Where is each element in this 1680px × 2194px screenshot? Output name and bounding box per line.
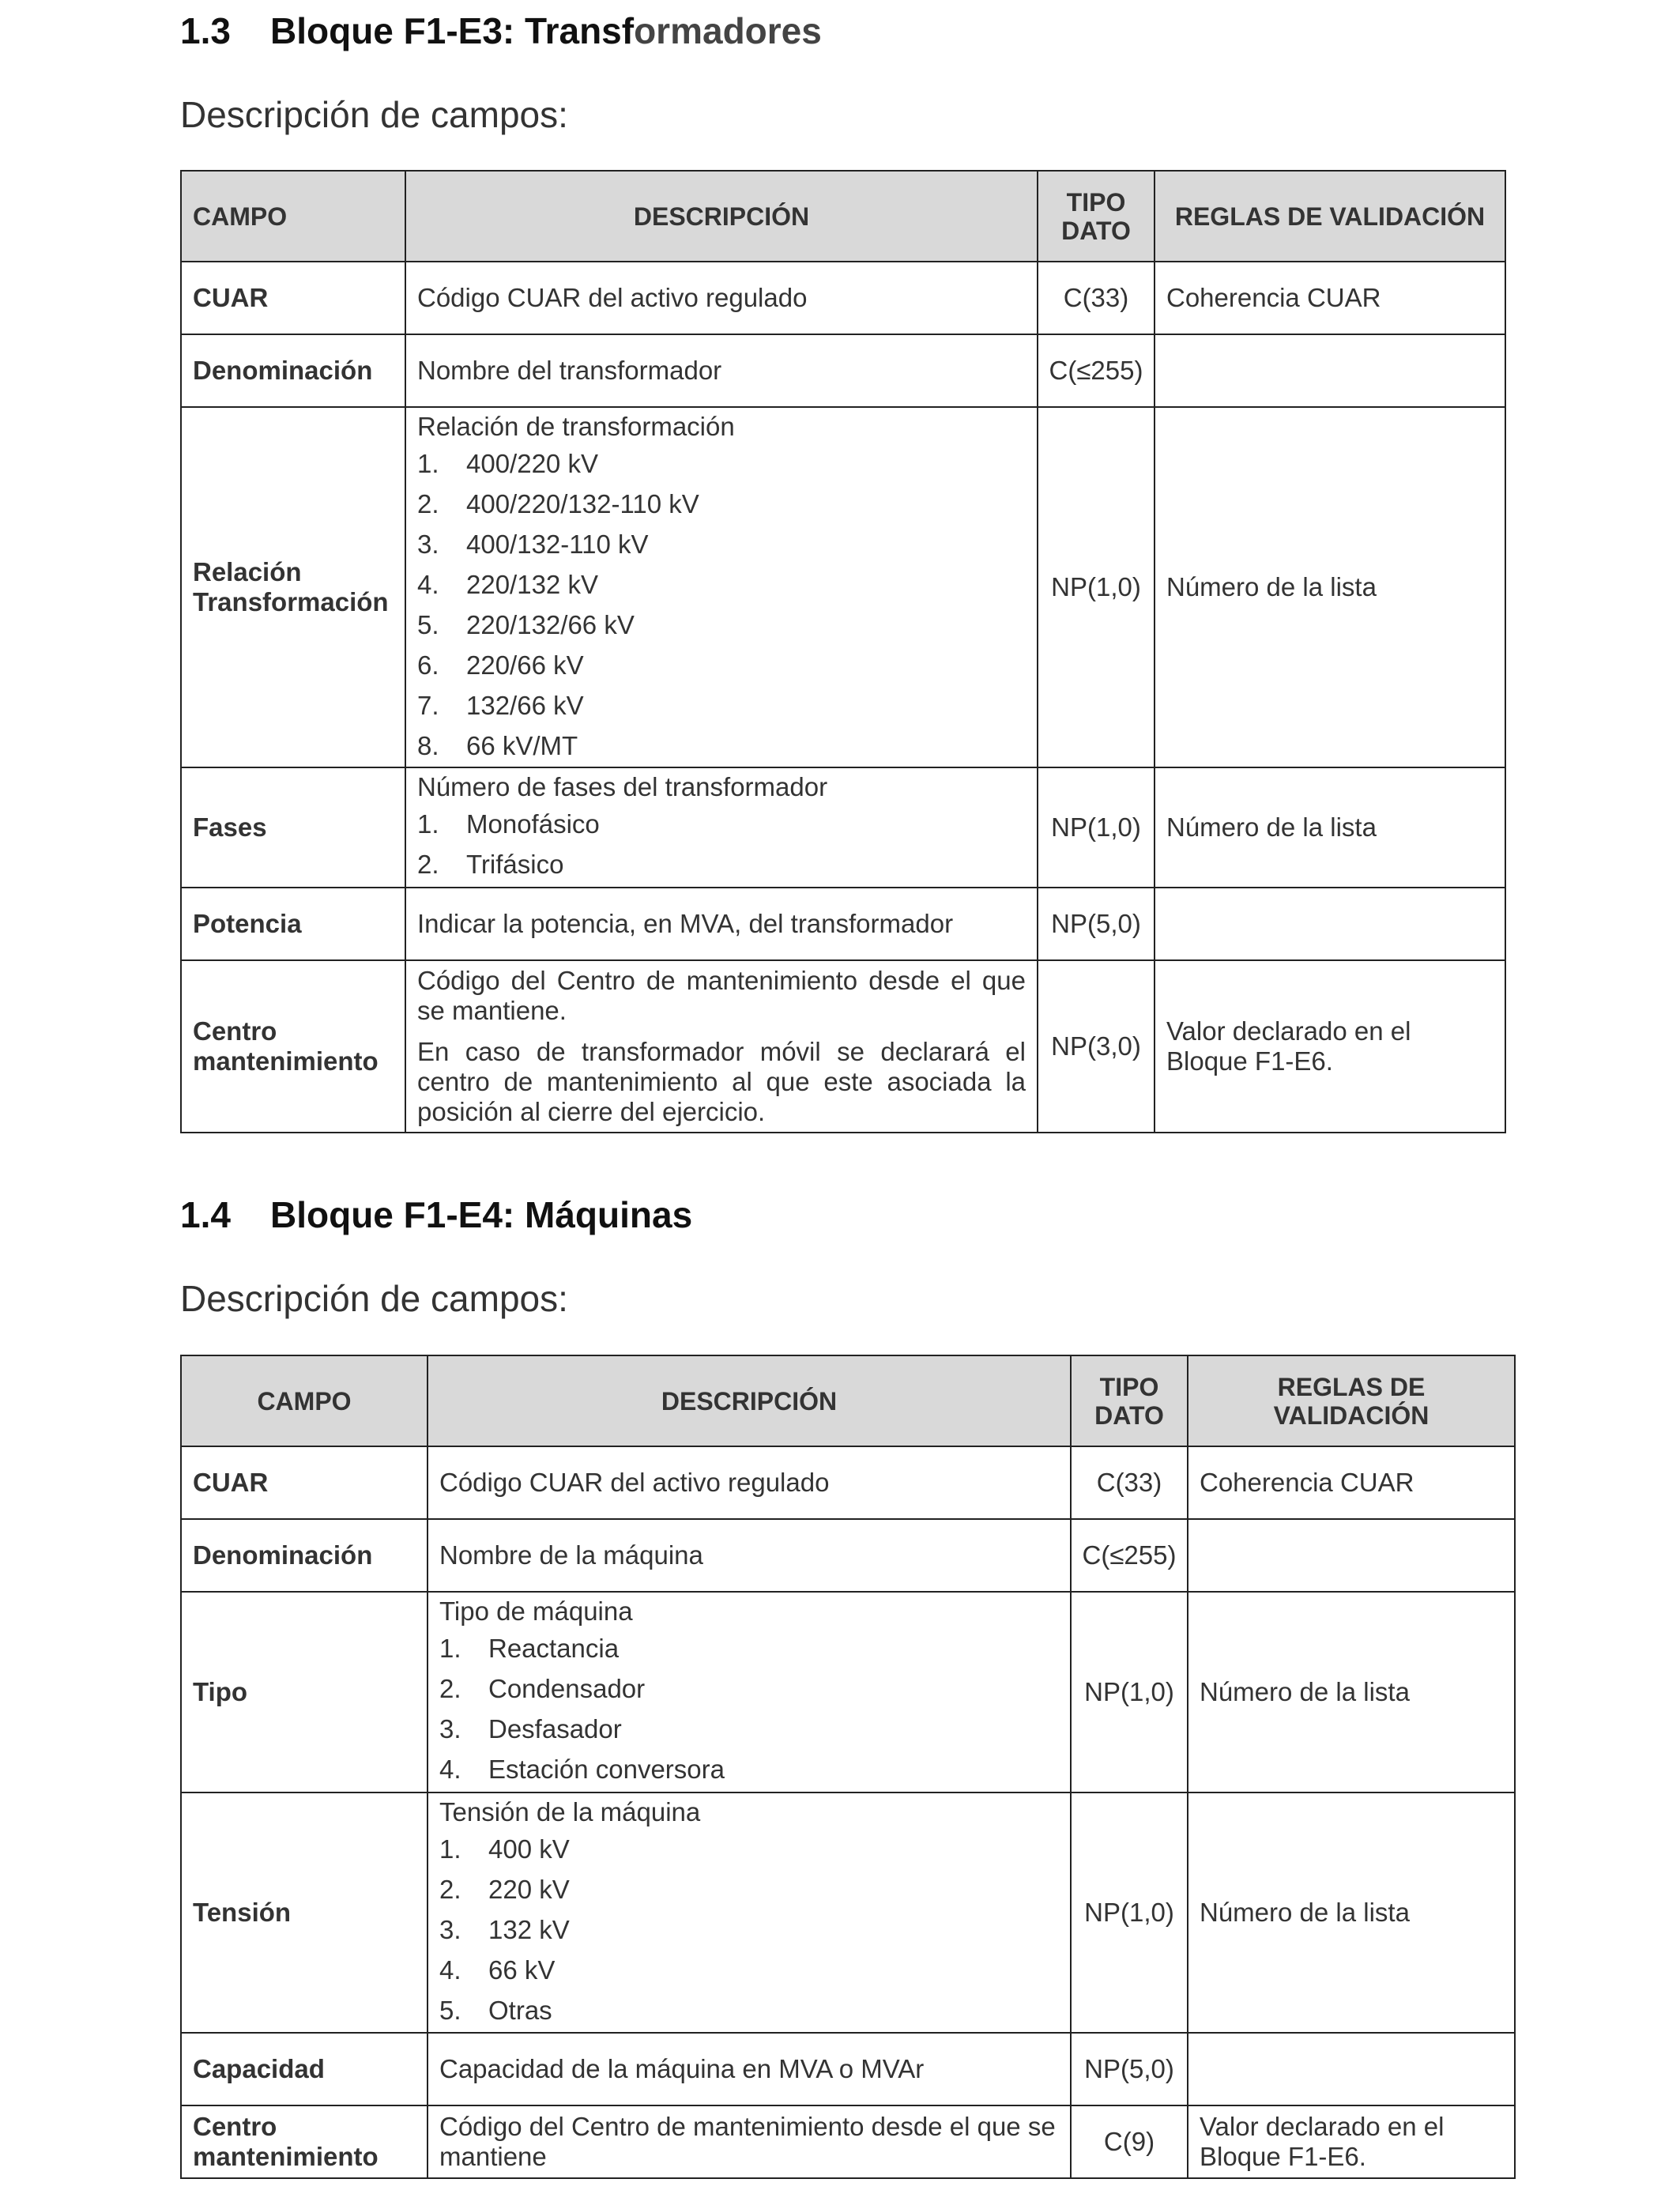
reglas-cell: Coherencia CUAR: [1188, 1446, 1515, 1519]
table-row: [181, 2033, 1515, 2105]
reglas-cell: Número de la lista: [1155, 407, 1505, 767]
list-item: 5. 220/132/66 kV: [417, 610, 635, 639]
maquinas-table: [180, 1355, 1516, 2179]
reglas-cell: Coherencia CUAR: [1155, 262, 1505, 334]
table-row: [181, 960, 1505, 1133]
list-item: 4. 66 kV: [439, 1955, 556, 1985]
list-item: 4. Estación conversora: [439, 1755, 725, 1784]
section-title-main: Bloque F1-E3: Transf: [270, 10, 635, 51]
tipo-dato-cell: C(≤255): [1038, 334, 1155, 407]
campo-cell: Fases: [181, 767, 405, 888]
header-campo: CAMPO: [181, 1355, 428, 1446]
header-descripcion: DESCRIPCIÓN: [405, 171, 1038, 262]
header-tipo-dato: TIPO DATO: [1038, 171, 1155, 262]
transformadores-table: [180, 170, 1506, 1133]
options-list: [417, 444, 1026, 767]
list-item: 3. Desfasador: [439, 1714, 622, 1744]
descripcion-heading: Relación de transformación: [417, 412, 735, 441]
table-header-row: [181, 1355, 1515, 1446]
descripcion-heading: Tensión de la máquina: [439, 1797, 701, 1826]
header-tipo-dato: TIPO DATO: [1071, 1355, 1188, 1446]
section-number: 1.4: [180, 1194, 231, 1235]
list-item: 7. 132/66 kV: [417, 691, 584, 720]
header-reglas: REGLAS DE VALIDACIÓN: [1155, 171, 1505, 262]
campo-cell: Tensión: [181, 1793, 428, 2033]
tipo-dato-cell: NP(5,0): [1071, 2033, 1188, 2105]
descripcion-cell: [405, 407, 1038, 767]
section-title-tail: ormadores: [634, 10, 822, 51]
campo-cell: Centro mantenimiento: [181, 2105, 428, 2178]
reglas-cell: Valor declarado en el Bloque F1-E6.: [1155, 960, 1505, 1133]
tipo-dato-cell: NP(1,0): [1038, 407, 1155, 767]
list-item: 1. 400/220 kV: [417, 449, 598, 478]
campo-cell: Denominación: [181, 334, 405, 407]
descripcion-heading: Tipo de máquina: [439, 1596, 633, 1626]
section-1-3-title: [180, 9, 822, 52]
section-1-4-subheading: Descripción de campos:: [180, 1278, 568, 1319]
descripcion-paragraph: Código del Centro de mantenimiento desde el que se mantiene.: [417, 966, 1026, 1025]
section-1-4-title: [180, 1193, 692, 1236]
tipo-dato-cell: NP(1,0): [1038, 767, 1155, 888]
table-row: [181, 1519, 1515, 1592]
table-row: [181, 334, 1505, 407]
descripcion-cell: Indicar la potencia, en MVA, del transformador: [405, 888, 1038, 960]
descripcion-cell: [428, 1793, 1071, 2033]
reglas-cell: Número de la lista: [1188, 1793, 1515, 2033]
table-row: [181, 1592, 1515, 1793]
list-item: 1. Monofásico: [417, 809, 600, 839]
list-item: 2. Trifásico: [417, 850, 564, 879]
descripcion-cell: Código del Centro de mantenimiento desde el que se mantiene: [428, 2105, 1071, 2178]
reglas-cell: Valor declarado en el Bloque F1-E6.: [1188, 2105, 1515, 2178]
reglas-cell: Número de la lista: [1155, 767, 1505, 888]
descripcion-paragraph: En caso de transformador móvil se declarará el centro de mantenimiento al que este asociada la posición al cierre del ejercicio.: [417, 1037, 1026, 1126]
tipo-dato-cell: NP(3,0): [1038, 960, 1155, 1133]
table-row: [181, 767, 1505, 888]
list-item: 3. 132 kV: [439, 1915, 570, 1944]
list-item: 3. 400/132-110 kV: [417, 530, 649, 559]
descripcion-cell: Nombre de la máquina: [428, 1519, 1071, 1592]
section-1-3-subheading: Descripción de campos:: [180, 94, 568, 135]
tipo-dato-cell: C(≤255): [1071, 1519, 1188, 1592]
header-descripcion: DESCRIPCIÓN: [428, 1355, 1071, 1446]
reglas-cell: [1155, 334, 1505, 407]
table-row: [181, 1446, 1515, 1519]
descripcion-cell: Nombre del transformador: [405, 334, 1038, 407]
table-row: [181, 407, 1505, 767]
reglas-cell: [1155, 888, 1505, 960]
table-row: [181, 1793, 1515, 2033]
list-item: 8. 66 kV/MT: [417, 731, 578, 760]
reglas-cell: [1188, 1519, 1515, 1592]
reglas-cell: [1188, 2033, 1515, 2105]
list-item: 1. 400 kV: [439, 1834, 570, 1864]
options-list: [417, 805, 1026, 885]
tipo-dato-cell: NP(5,0): [1038, 888, 1155, 960]
descripcion-heading: Número de fases del transformador: [417, 772, 828, 801]
header-reglas: REGLAS DE VALIDACIÓN: [1188, 1355, 1515, 1446]
list-item: 2. 220 kV: [439, 1875, 570, 1904]
section-number: 1.3: [180, 10, 231, 51]
descripcion-cell: Código CUAR del activo regulado: [428, 1446, 1071, 1519]
options-list: [439, 1629, 1059, 1790]
reglas-cell: Número de la lista: [1188, 1592, 1515, 1793]
table-row: [181, 888, 1505, 960]
campo-cell: Tipo: [181, 1592, 428, 1793]
tipo-dato-cell: C(9): [1071, 2105, 1188, 2178]
campo-cell: Potencia: [181, 888, 405, 960]
tipo-dato-cell: NP(1,0): [1071, 1592, 1188, 1793]
table-header-row: [181, 171, 1505, 262]
table-row: [181, 2105, 1515, 2178]
descripcion-cell: [428, 1592, 1071, 1793]
section-title: Bloque F1-E4: Máquinas: [270, 1194, 693, 1235]
descripcion-cell: Código CUAR del activo regulado: [405, 262, 1038, 334]
list-item: 1. Reactancia: [439, 1634, 620, 1663]
list-item: 5. Otras: [439, 1996, 552, 2025]
descripcion-cell: Capacidad de la máquina en MVA o MVAr: [428, 2033, 1071, 2105]
header-campo: CAMPO: [181, 171, 405, 262]
list-item: 4. 220/132 kV: [417, 570, 598, 599]
campo-cell: CUAR: [181, 1446, 428, 1519]
campo-cell: CUAR: [181, 262, 405, 334]
descripcion-cell: [405, 767, 1038, 888]
tipo-dato-cell: C(33): [1038, 262, 1155, 334]
descripcion-cell: [405, 960, 1038, 1133]
table-row: [181, 262, 1505, 334]
campo-cell: Centro mantenimiento: [181, 960, 405, 1133]
list-item: 6. 220/66 kV: [417, 650, 584, 680]
options-list: [439, 1830, 1059, 2031]
list-item: 2. 400/220/132-110 kV: [417, 489, 699, 518]
campo-cell: Denominación: [181, 1519, 428, 1592]
campo-cell: Relación Transformación: [181, 407, 405, 767]
campo-cell: Capacidad: [181, 2033, 428, 2105]
list-item: 2. Condensador: [439, 1674, 646, 1703]
tipo-dato-cell: NP(1,0): [1071, 1793, 1188, 2033]
tipo-dato-cell: C(33): [1071, 1446, 1188, 1519]
